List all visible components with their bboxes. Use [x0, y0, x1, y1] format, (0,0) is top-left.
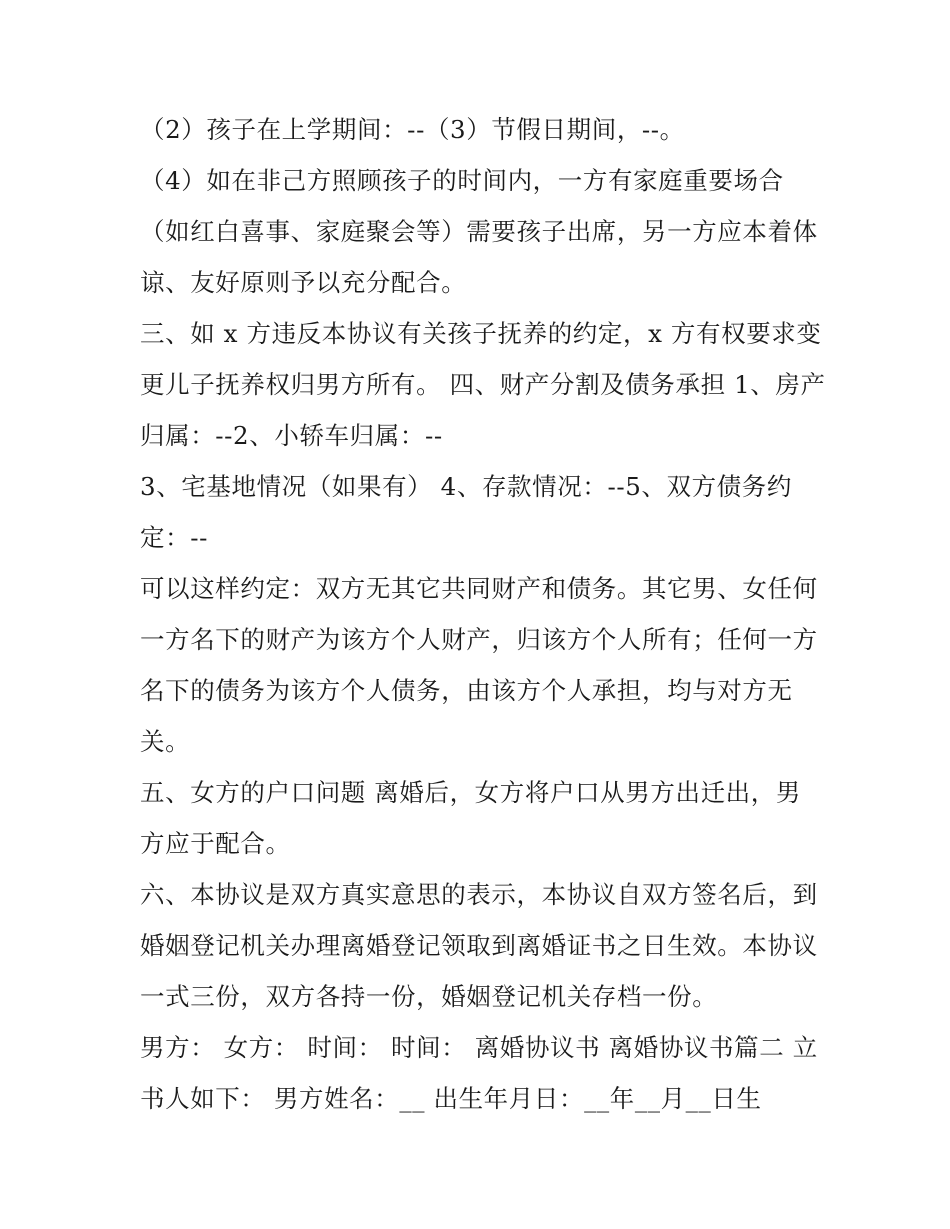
text-line: （2）孩子在上学期间：--（3）节假日期间，--。 — [140, 115, 685, 144]
text-line: （如红白喜事、家庭聚会等）需要孩子出席，另一方应本着体 — [140, 217, 818, 246]
text-line: 方应于配合。 — [140, 829, 291, 858]
text-line: 定：-- — [140, 523, 208, 552]
text-line: 3、宅基地情况（如果有） 4、存款情况：--5、双方债务约 — [140, 472, 793, 501]
text-line: 三、如 x 方违反本协议有关孩子抚养的约定，x 方有权要求变 — [140, 319, 822, 348]
text-line: 六、本协议是双方真实意思的表示，本协议自双方签名后，到 — [140, 880, 818, 909]
text-line: 可以这样约定：双方无其它共同财产和债务。其它男、女任何 — [140, 574, 818, 603]
text-line: 五、女方的户口问题 离婚后，女方将户口从男方出迁出，男 — [140, 778, 801, 807]
text-line: （4）如在非己方照顾孩子的时间内，一方有家庭重要场合 — [140, 166, 784, 195]
text-line: 名下的债务为该方个人债务，由该方个人承担，均与对方无 — [140, 676, 793, 705]
text-line: 婚姻登记机关办理离婚登记领取到离婚证书之日生效。本协议 — [140, 931, 818, 960]
text-line: 书人如下： 男方姓名：__ 出生年月日：__年__月__日生 — [140, 1084, 762, 1113]
text-line: 谅、友好原则予以充分配合。 — [140, 268, 467, 297]
text-line: 归属：--2、小轿车归属：-- — [140, 421, 443, 450]
text-line: 一方名下的财产为该方个人财产，归该方个人所有；任何一方 — [140, 625, 818, 654]
text-line: 更儿子抚养权归男方所有。 四、财产分割及债务承担 1、房产 — [140, 370, 826, 399]
text-line: 关。 — [140, 727, 191, 756]
text-line: 男方： 女方： 时间： 时间： 离婚协议书 离婚协议书篇二 立 — [140, 1033, 818, 1062]
text-line: 一式三份，双方各持一份，婚姻登记机关存档一份。 — [140, 982, 718, 1011]
